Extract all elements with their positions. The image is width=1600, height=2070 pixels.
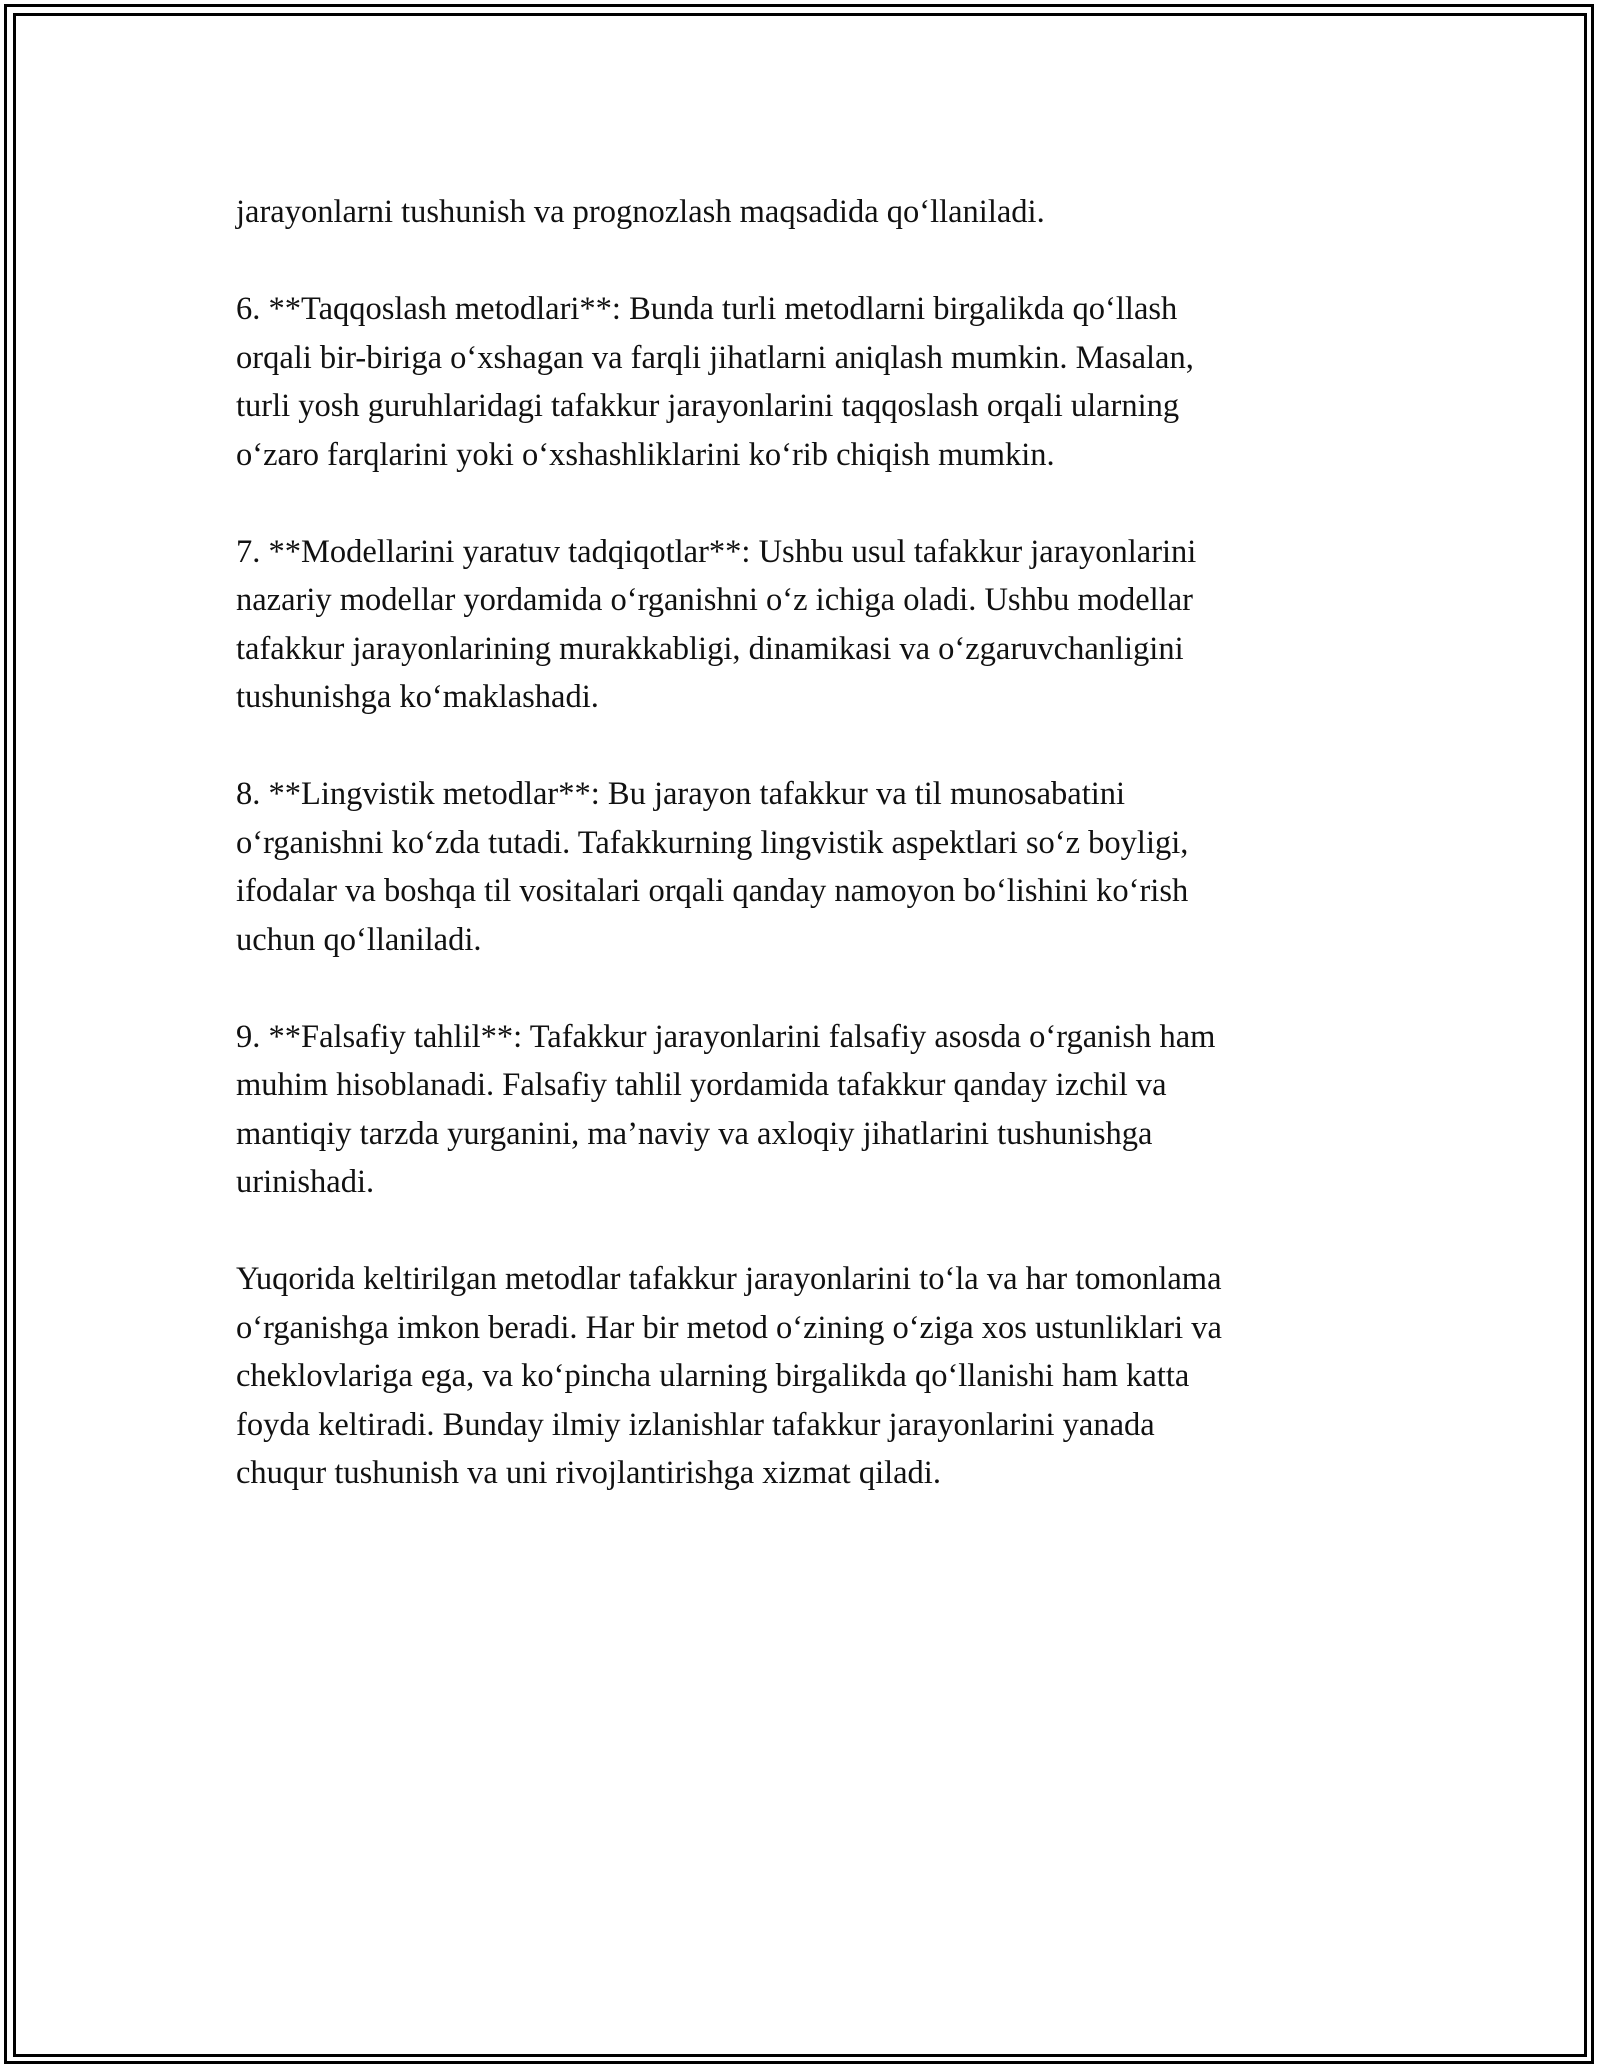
paragraph-continuation	[236, 188, 1376, 237]
text-line: o‘zaro farqlarini yoki o‘xshashliklarini ko‘rib chiqish mumkin.	[236, 436, 1055, 473]
text-line: o‘rganishga imkon beradi. Har bir metod o‘zining o‘ziga xos ustunliklari va	[236, 1309, 1222, 1346]
text-line: tafakkur jarayonlarining murakkabligi, dinamikasi va o‘zgaruvchanligini	[236, 630, 1184, 667]
text-line: cheklovlariga ega, va ko‘pincha ularning birgalikda qo‘llanishi ham katta	[236, 1358, 1190, 1394]
paragraph-falsafiy-tahlil	[236, 1013, 1376, 1207]
text-line: 8. **Lingvistik metodlar**: Bu jarayon tafakkur va til munosabatini	[236, 776, 1126, 812]
text-line: 9. **Falsafiy tahlil**: Tafakkur jarayonlarini falsafiy asosda o‘rganish ham	[236, 1018, 1216, 1055]
text-line: muhim hisoblanadi. Falsafiy tahlil yordamida tafakkur qanday izchil va	[236, 1067, 1167, 1103]
text-line: turli yosh guruhlaridagi tafakkur jarayonlarini taqqoslash orqali ularning	[236, 388, 1180, 424]
text-line: tushunishga ko‘maklashadi.	[236, 679, 599, 715]
text-line: urinishadi.	[236, 1164, 375, 1200]
text-line: 6. **Taqqoslash metodlari**: Bunda turli metodlarni birgalikda qo‘llash	[236, 291, 1178, 327]
document-body	[236, 188, 1376, 1546]
text-line: mantiqiy tarzda yurganini, ma’naviy va axloqiy jihatlarini tushunishga	[236, 1115, 1153, 1152]
text-line: jarayonlarni tushunish va prognozlash maqsadida qo‘llaniladi.	[236, 194, 1045, 230]
paragraph-taqqoslash-metodlari	[236, 285, 1376, 479]
text-line: nazariy modellar yordamida o‘rganishni o‘z ichiga oladi. Ushbu modellar	[236, 582, 1193, 618]
paragraph-modellarini-yaratuv	[236, 528, 1376, 722]
text-line: Yuqorida keltirilgan metodlar tafakkur jarayonlarini to‘la va har tomonlama	[236, 1261, 1222, 1297]
text-line: uchun qo‘llaniladi.	[236, 921, 482, 958]
text-line: ifodalar va boshqa til vositalari orqali qanday namoyon bo‘lishini ko‘rish	[236, 873, 1189, 909]
text-line: orqali bir-biriga o‘xshagan va farqli jihatlarni aniqlash mumkin. Masalan,	[236, 339, 1194, 376]
paragraph-conclusion	[236, 1255, 1376, 1498]
text-line: chuqur tushunish va uni rivojlantirishga xizmat qiladi.	[236, 1455, 941, 1491]
text-line: o‘rganishni ko‘zda tutadi. Tafakkurning lingvistik aspektlari so‘z boyligi,	[236, 824, 1189, 861]
text-line: 7. **Modellarini yaratuv tadqiqotlar**: Ushbu usul tafakkur jarayonlarini	[236, 533, 1197, 570]
paragraph-lingvistik-metodlar	[236, 770, 1376, 964]
text-line: foyda keltiradi. Bunday ilmiy izlanishlar tafakkur jarayonlarini yanada	[236, 1406, 1155, 1443]
